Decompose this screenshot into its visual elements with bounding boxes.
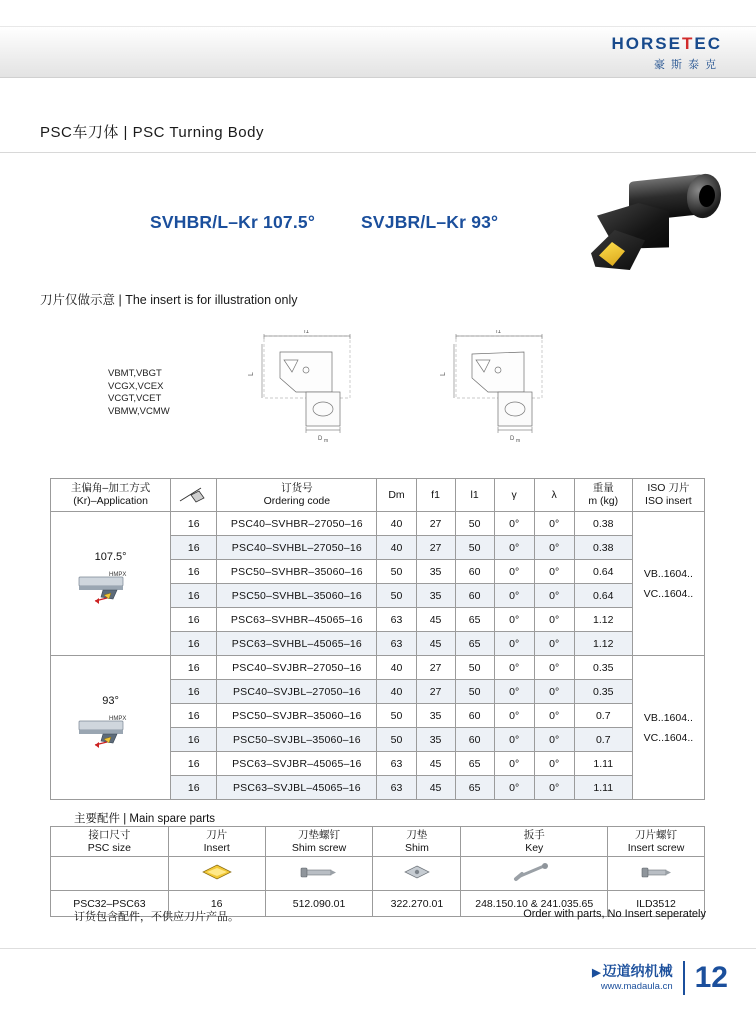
- cell-lambda: 0°: [534, 584, 574, 608]
- cell-l1: 65: [455, 608, 494, 632]
- header-lambda: λ: [534, 479, 574, 512]
- screw-icon: [265, 857, 373, 891]
- header-kr-line1: 主偏角–加工方式: [70, 482, 151, 494]
- cell-f1: 27: [416, 536, 455, 560]
- spare-header-key: [461, 827, 608, 857]
- cell-ordering-code: PSC50–SVHBR–35060–16: [217, 560, 377, 584]
- cell-ordering-code: PSC50–SVJBR–35060–16: [217, 704, 377, 728]
- brand-logo: [612, 34, 722, 72]
- cell-lambda: 0°: [534, 752, 574, 776]
- cell-dm: 63: [377, 632, 416, 656]
- insert-code-line: VCGT,VCET: [108, 393, 162, 404]
- header-code-line2: Ordering code: [263, 495, 331, 507]
- header-ordering-code: [217, 479, 377, 512]
- cell-f1: 27: [416, 512, 455, 536]
- header-gamma: γ: [494, 479, 534, 512]
- cell-f1: 27: [416, 680, 455, 704]
- cell-dm: 63: [377, 608, 416, 632]
- cell-size: 16: [171, 536, 217, 560]
- cell-weight: 0.7: [574, 704, 632, 728]
- cell-lambda: 0°: [534, 632, 574, 656]
- cell-f1: 35: [416, 584, 455, 608]
- spare-pic-none: [51, 857, 169, 891]
- cell-iso-insert: [632, 656, 704, 800]
- footer-company: ▶ 迈道纳机械: [592, 963, 673, 980]
- cell-gamma: 0°: [494, 656, 534, 680]
- cell-size: 16: [171, 752, 217, 776]
- brand-name-accent: T: [681, 34, 695, 53]
- cell-size: 16: [171, 584, 217, 608]
- wrench-icon: [461, 857, 608, 891]
- cell-gamma: 0°: [494, 632, 534, 656]
- spare-header-shim: [373, 827, 461, 857]
- spare-value-shim-screw: 512.090.01: [265, 891, 373, 917]
- kr-angle-label: 93°: [102, 694, 119, 707]
- svg-text:HMPX: HMPX: [108, 715, 126, 722]
- cell-l1: 50: [455, 512, 494, 536]
- cell-l1: 50: [455, 656, 494, 680]
- cell-weight: 0.38: [574, 512, 632, 536]
- cell-weight: 0.35: [574, 680, 632, 704]
- header-code-line1: 订货号: [281, 482, 313, 494]
- cell-size: 16: [171, 560, 217, 584]
- cell-f1: 27: [416, 656, 455, 680]
- header-l1: l1: [455, 479, 494, 512]
- cell-dm: 40: [377, 536, 416, 560]
- cell-f1: 45: [416, 608, 455, 632]
- cell-gamma: 0°: [494, 608, 534, 632]
- spare-header-en: Shim: [404, 841, 429, 854]
- insert-code-line: VBMT,VBGT: [108, 368, 162, 379]
- cell-size: 16: [171, 728, 217, 752]
- cell-size: 16: [171, 512, 217, 536]
- svg-text:f1: f1: [496, 330, 502, 335]
- brand-name-left: HORSE: [611, 34, 682, 53]
- cell-lambda: 0°: [534, 560, 574, 584]
- cell-f1: 45: [416, 776, 455, 800]
- dimension-drawing-svhbr: [246, 330, 376, 455]
- iso-line1: VB..1604..: [643, 711, 693, 724]
- application-pictogram-icon: [73, 709, 149, 761]
- spare-header-cn: 扳手: [523, 828, 545, 841]
- insert-code-list: [108, 368, 170, 418]
- cell-weight: 1.12: [574, 632, 632, 656]
- cell-ordering-code: PSC63–SVHBR–45065–16: [217, 608, 377, 632]
- illustration-note: 刀片仅做示意 | The insert is for illustration only: [40, 293, 298, 307]
- cell-gamma: 0°: [494, 752, 534, 776]
- spare-header-en: PSC size: [87, 841, 131, 854]
- cell-dm: 50: [377, 728, 416, 752]
- cell-size: 16: [171, 680, 217, 704]
- cell-l1: 60: [455, 584, 494, 608]
- product-heading-svjbr: SVJBR/L–Kr 93°: [361, 212, 499, 232]
- cell-dm: 50: [377, 584, 416, 608]
- header-kr-line2: (Kr)–Application: [73, 495, 148, 507]
- cell-weight: 0.7: [574, 728, 632, 752]
- cell-l1: 50: [455, 536, 494, 560]
- cell-dm: 40: [377, 680, 416, 704]
- order-note-en: Order with parts, No Insert seperately: [523, 908, 706, 920]
- spare-value-insert-screw: ILD3512: [608, 891, 705, 917]
- cell-l1: 65: [455, 632, 494, 656]
- cell-l1: 65: [455, 776, 494, 800]
- cell-weight: 0.64: [574, 584, 632, 608]
- cell-gamma: 0°: [494, 704, 534, 728]
- cell-ordering-code: PSC40–SVJBL–27050–16: [217, 680, 377, 704]
- cell-gamma: 0°: [494, 560, 534, 584]
- cell-weight: 0.35: [574, 656, 632, 680]
- kr-group-107: [51, 512, 171, 656]
- header-weight-line2: m (kg): [588, 495, 619, 507]
- insert-code-line: VBMW,VCMW: [108, 405, 170, 417]
- header-weight: [574, 479, 632, 512]
- cell-dm: 40: [377, 656, 416, 680]
- svg-text:m: m: [324, 438, 329, 444]
- cell-f1: 35: [416, 728, 455, 752]
- order-note-cn: 订货包含配件，不供应刀片产品。: [74, 911, 239, 923]
- spare-header-insert: [168, 827, 265, 857]
- insert-shape-icon: [171, 479, 217, 512]
- spare-value-shim: 322.270.01: [373, 891, 461, 917]
- spare-header-en: Key: [525, 841, 544, 854]
- cell-l1: 65: [455, 752, 494, 776]
- spare-header-psc-size: [51, 827, 169, 857]
- cell-l1: 60: [455, 728, 494, 752]
- cell-ordering-code: PSC63–SVJBR–45065–16: [217, 752, 377, 776]
- cell-weight: 1.12: [574, 608, 632, 632]
- footer-separator: [683, 961, 685, 995]
- cell-gamma: 0°: [494, 512, 534, 536]
- cell-lambda: 0°: [534, 704, 574, 728]
- brand-name-cn: 豪斯泰克: [654, 59, 722, 71]
- cell-size: 16: [171, 632, 217, 656]
- cell-ordering-code: PSC50–SVJBL–35060–16: [217, 728, 377, 752]
- spare-header-cn: 刀垫: [406, 828, 428, 841]
- cell-lambda: 0°: [534, 608, 574, 632]
- svg-text:m: m: [516, 438, 521, 444]
- svg-text:HMPX: HMPX: [108, 571, 126, 578]
- spare-picture-row: [51, 857, 705, 891]
- cell-size: 16: [171, 656, 217, 680]
- footer-brand: [592, 963, 672, 993]
- cell-ordering-code: PSC40–SVHBR–27050–16: [217, 512, 377, 536]
- iso-line2: VC..1604..: [643, 587, 694, 600]
- cell-gamma: 0°: [494, 776, 534, 800]
- table-row: [51, 512, 705, 536]
- footer-divider: [0, 948, 756, 949]
- page-number: 12: [694, 961, 728, 994]
- brand-name: [612, 34, 722, 54]
- cell-weight: 0.64: [574, 560, 632, 584]
- table-row: [51, 656, 705, 680]
- dimension-drawing-svjbr: [438, 330, 568, 455]
- cell-weight: 1.11: [574, 752, 632, 776]
- cell-ordering-code: PSC63–SVHBL–45065–16: [217, 632, 377, 656]
- iso-line1: VB..1604..: [643, 567, 693, 580]
- cell-size: 16: [171, 608, 217, 632]
- cell-gamma: 0°: [494, 680, 534, 704]
- cell-dm: 63: [377, 776, 416, 800]
- header-f1: f1: [416, 479, 455, 512]
- footer-company-label: 迈道纳机械: [602, 963, 673, 980]
- spare-header-cn: 刀垫螺钉: [298, 828, 341, 841]
- spare-value-insert: 16: [168, 891, 265, 917]
- cell-gamma: 0°: [494, 728, 534, 752]
- screw-icon: [608, 857, 705, 891]
- cell-lambda: 0°: [534, 656, 574, 680]
- cell-dm: 50: [377, 560, 416, 584]
- spare-value-key: 248.150.10 & 241.035.65: [461, 891, 608, 917]
- cell-ordering-code: PSC40–SVHBL–27050–16: [217, 536, 377, 560]
- header-iso-line1: ISO 刀片: [647, 482, 690, 494]
- cell-dm: 63: [377, 752, 416, 776]
- product-heading-svhbr: SVHBR/L–Kr 107.5°: [150, 212, 316, 232]
- cell-f1: 35: [416, 704, 455, 728]
- cell-lambda: 0°: [534, 512, 574, 536]
- svg-text:L: L: [248, 372, 255, 376]
- cell-f1: 45: [416, 632, 455, 656]
- cell-gamma: 0°: [494, 536, 534, 560]
- insert-diamond-icon: [168, 857, 265, 891]
- cell-ordering-code: PSC50–SVHBL–35060–16: [217, 584, 377, 608]
- spare-header-en: Insert: [203, 841, 230, 854]
- page-title: PSC车刀体 | PSC Turning Body: [40, 124, 264, 141]
- insert-code-line: VCGX,VCEX: [108, 380, 164, 392]
- spare-header-cn: 接口尺寸: [88, 828, 131, 841]
- iso-line2: VC..1604..: [643, 731, 694, 744]
- spare-header-shim-screw: [265, 827, 373, 857]
- tool-photo: [583, 172, 728, 284]
- brand-name-right: EC: [694, 34, 722, 53]
- cell-ordering-code: PSC40–SVJBR–27050–16: [217, 656, 377, 680]
- shim-icon: [373, 857, 461, 891]
- spare-value-psc-size: PSC32–PSC63: [51, 891, 169, 917]
- spare-header-cn: 刀片螺钉: [635, 828, 678, 841]
- header-kr-application: [51, 479, 171, 512]
- cell-size: 16: [171, 704, 217, 728]
- spare-header-cn: 刀片: [206, 828, 228, 841]
- spare-header-en: Insert screw: [627, 841, 685, 854]
- cell-weight: 0.38: [574, 536, 632, 560]
- header-iso-insert: [632, 479, 704, 512]
- cell-l1: 50: [455, 680, 494, 704]
- footer-url[interactable]: www.madaula.cn: [600, 980, 673, 992]
- spare-header-insert-screw: [608, 827, 705, 857]
- cell-f1: 35: [416, 560, 455, 584]
- cell-iso-insert: [632, 512, 704, 656]
- svg-text:f1: f1: [304, 330, 310, 335]
- title-divider: [0, 152, 756, 153]
- cell-l1: 60: [455, 704, 494, 728]
- spare-header-row: [51, 827, 705, 857]
- header-dm: Dm: [377, 479, 416, 512]
- header-iso-line2: ISO insert: [645, 495, 692, 507]
- kr-angle-label: 107.5°: [94, 550, 127, 563]
- cell-lambda: 0°: [534, 776, 574, 800]
- svg-text:L: L: [440, 372, 447, 376]
- spare-parts-table: [50, 826, 705, 917]
- cell-l1: 60: [455, 560, 494, 584]
- cell-lambda: 0°: [534, 680, 574, 704]
- cell-weight: 1.11: [574, 776, 632, 800]
- cell-lambda: 0°: [534, 536, 574, 560]
- product-headings: [150, 212, 580, 233]
- cell-gamma: 0°: [494, 584, 534, 608]
- specification-table: [50, 478, 705, 800]
- bottom-margin: [0, 1011, 756, 1025]
- cell-ordering-code: PSC63–SVJBL–45065–16: [217, 776, 377, 800]
- application-pictogram-icon: [73, 565, 149, 617]
- cell-dm: 50: [377, 704, 416, 728]
- cell-dm: 40: [377, 512, 416, 536]
- cell-lambda: 0°: [534, 728, 574, 752]
- spare-header-en: Shim screw: [291, 841, 347, 854]
- footer: [592, 961, 728, 995]
- svg-text:D: D: [510, 436, 515, 442]
- kr-group-93: [51, 656, 171, 800]
- svg-text:D: D: [318, 436, 323, 442]
- header-weight-line1: 重量: [592, 482, 614, 494]
- cell-size: 16: [171, 776, 217, 800]
- spare-parts-title: 主要配件 | Main spare parts: [74, 813, 216, 825]
- cell-f1: 45: [416, 752, 455, 776]
